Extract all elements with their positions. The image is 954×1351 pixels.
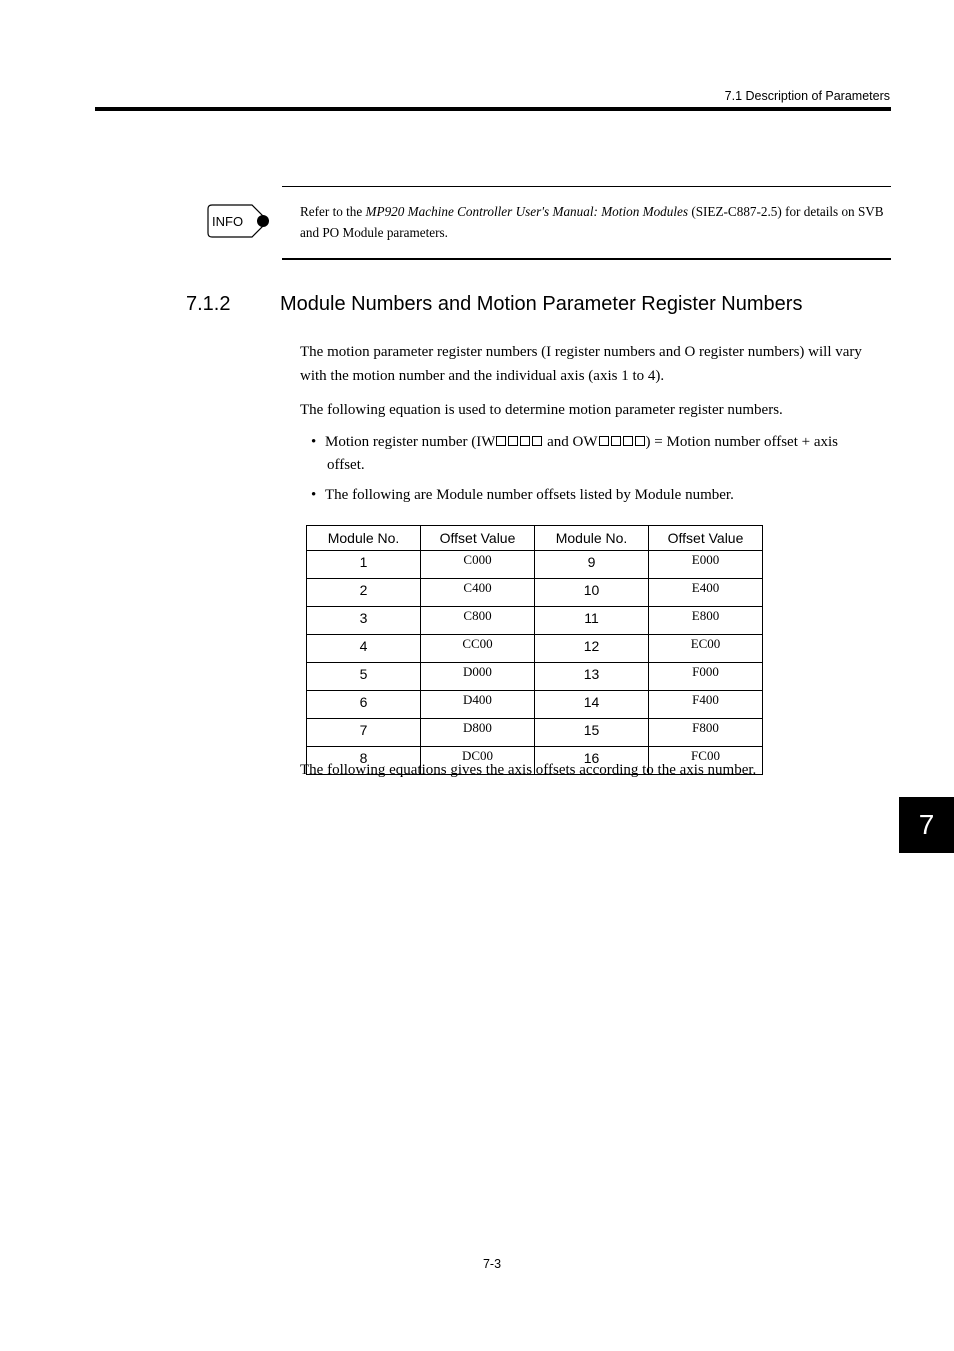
module-number-cell: 13 [535,663,649,691]
offset-value-cell: E800 [649,607,763,635]
page-number: 7-3 [482,1257,502,1271]
module-number-cell: 14 [535,691,649,719]
offset-value-cell: D800 [421,719,535,747]
table-row [307,663,763,691]
offset-value-cell: C400 [421,579,535,607]
info-icon [206,200,272,242]
table-row [307,691,763,719]
module-number-cell: 12 [535,635,649,663]
module-number-cell: 10 [535,579,649,607]
column-header: Module No. [535,526,649,551]
section-number: 7.1.2 [186,293,231,315]
bullet-module-offsets: • The following are Module number offsets listed by Module number. [311,487,734,503]
offset-value-cell: FC00 [649,747,763,775]
offset-value-cell: D000 [421,663,535,691]
info-rule-top [282,186,891,187]
offset-value-cell: C800 [421,607,535,635]
paragraph-axis-offsets: The following equations gives the axis offsets according to the axis number. [300,762,757,778]
column-header: Module No. [307,526,421,551]
chapter-tab: 7 [899,797,954,853]
manual-title: MP920 Machine Controller User's Manual: Motion Modules [365,204,689,219]
offset-value-cell: CC00 [421,635,535,663]
module-number-cell: 16 [535,747,649,775]
module-number-cell: 8 [307,747,421,775]
module-number-cell: 4 [307,635,421,663]
section-title: Module Numbers and Motion Parameter Register Numbers [280,293,803,315]
table-row [307,551,763,579]
info-note: Refer to the MP920 Machine Controller User's Manual: Motion Modules (SIEZ-C887-2.5) for details on SVB and PO Module parameters. [300,204,884,240]
module-number-cell: 5 [307,663,421,691]
table-header-row [307,526,763,551]
table-row [307,719,763,747]
info-rule-bottom [282,258,891,260]
column-header: Offset Value [421,526,535,551]
offset-value-cell: EC00 [649,635,763,663]
offset-value-cell: E000 [649,551,763,579]
module-number-cell: 6 [307,691,421,719]
offset-value-cell: F400 [649,691,763,719]
running-header: 7.1 Description of Parameters [724,89,890,103]
offset-value-cell: C000 [421,551,535,579]
module-number-cell: 2 [307,579,421,607]
module-number-cell: 15 [535,719,649,747]
module-number-cell: 11 [535,607,649,635]
table-row [307,635,763,663]
offset-value-cell: F800 [649,719,763,747]
paragraph-register-numbers: The motion parameter register numbers (I register numbers and O register numbers) will vary with the motion number and the individual axis (axis 1 to 4). [300,344,862,384]
table-row [307,607,763,635]
module-number-cell: 9 [535,551,649,579]
info-icon-label: INFO [212,214,244,229]
offset-value-cell: D400 [421,691,535,719]
paragraph-equation-intro: The following equation is used to determine motion parameter register numbers. [300,402,783,418]
offset-value-cell: DC00 [421,747,535,775]
offset-value-cell: F000 [649,663,763,691]
module-number-cell: 3 [307,607,421,635]
header-rule [95,107,891,111]
module-number-cell: 7 [307,719,421,747]
bullet-motion-register: • Motion register number (IW and OW ) = Motion number offset + axis offset. [311,434,838,473]
offset-value-cell: E400 [649,579,763,607]
table-row [307,579,763,607]
module-offset-table [306,525,763,775]
column-header: Offset Value [649,526,763,551]
module-number-cell: 1 [307,551,421,579]
